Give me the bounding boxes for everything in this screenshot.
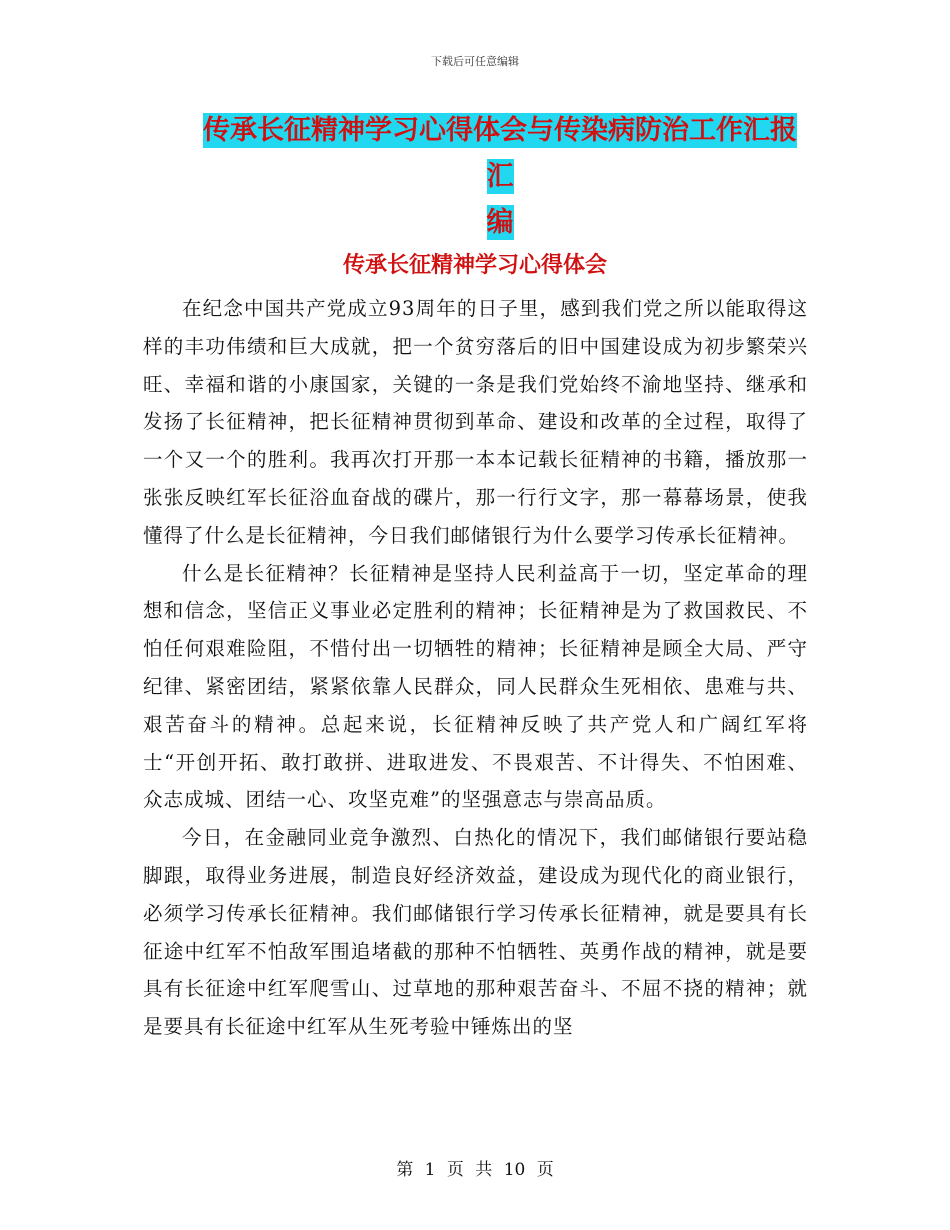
paragraph: 什么是长征精神？长征精神是坚持人民利益高于一切，坚定革命的理想和信念，坚信正义事业必定胜利的精神；长征精神是为了救国救民、不怕任何艰难险阻，不惜付出一切牺牲的精神；长征精神是顾全大局、严守纪律、紧密团结，紧紧依靠人民群众，同人民群众生死相依、患难与共、艰苦奋斗的精神。总起来说，长征精神反映了共产党人和广阔红军将士“开创开拓、敢打敢拼、进取进发、不畏艰苦、不计得失、不怕困难、众志成城、团结一心、攻坚克难”的坚强意志与崇高品质。: [143, 561, 808, 812]
section-title: 传承长征精神学习心得体会: [342, 253, 607, 278]
page-number: 第 1 页 共 10 页: [396, 1160, 554, 1180]
page-header-note: 下载后可任意编辑: [431, 55, 519, 68]
document-title-line2: 编: [486, 207, 514, 238]
body-text: [143, 290, 808, 1046]
document-title: [190, 108, 810, 246]
paragraph: 今日，在金融同业竞争激烈、白热化的情况下，我们邮储银行要站稳脚跟，取得业务进展，制造良好经济效益，建设成为现代化的商业银行，必须学习传承长征精神。我们邮储银行学习传承长征精神，就是要具有长征途中红军不怕敌军围追堵截的那种不怕牺牲、英勇作战的精神，就是要具有长征途中红军爬雪山、过草地的那种艰苦奋斗、不屈不挠的精神；就是要具有长征途中红军从生死考验中锤炼出的坚: [143, 826, 808, 1039]
paragraph: 在纪念中国共产党成立93周年的日子里，感到我们党之所以能取得这样的丰功伟绩和巨大成就，把一个贫穷落后的旧中国建设成为初步繁荣兴旺、幸福和谐的小康国家，关键的一条是我们党始终不渝地坚持、继承和发扬了长征精神，把长征精神贯彻到革命、建设和改革的全过程，取得了一个又一个的胜利。我再次打开那一本本记载长征精神的书籍，播放那一张张反映红军长征浴血奋战的碟片，那一行行文字，那一幕幕场景，使我懂得了什么是长征精神，今日我们邮储银行为什么要学习传承长征精神。: [143, 297, 808, 547]
document-title-line1: 传承长征精神学习心得体会与传染病防治工作汇报汇: [203, 115, 797, 192]
